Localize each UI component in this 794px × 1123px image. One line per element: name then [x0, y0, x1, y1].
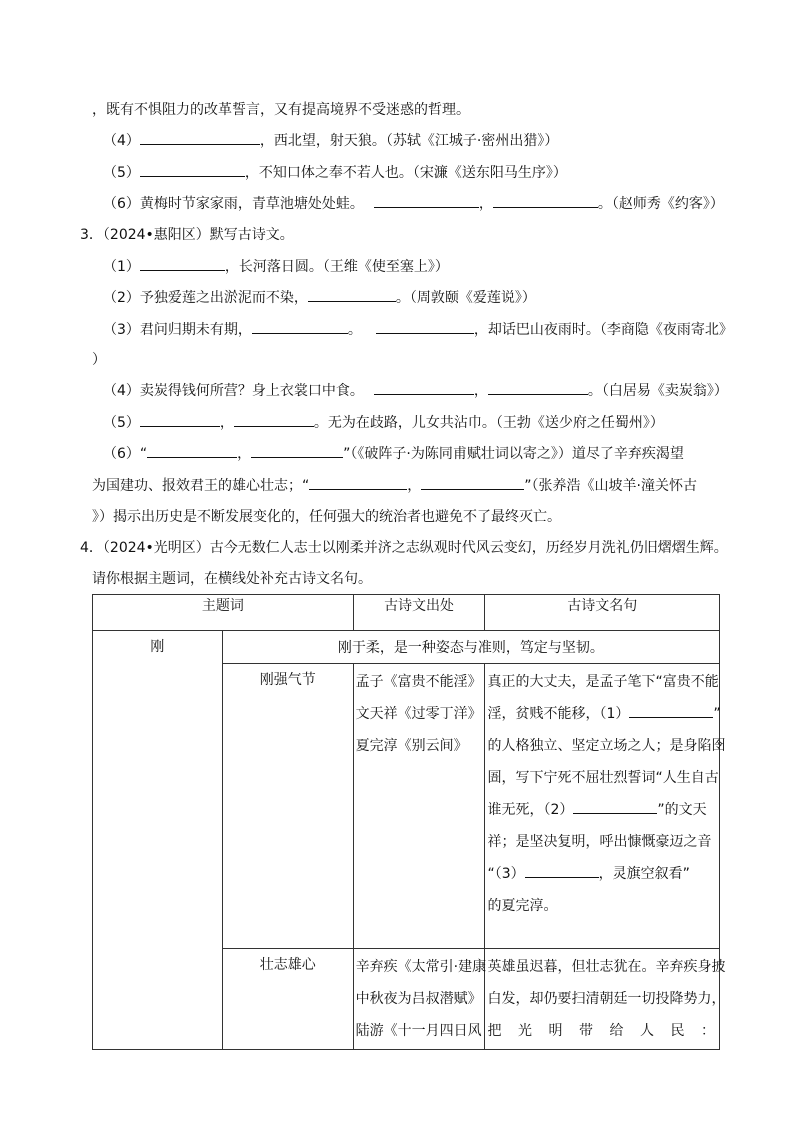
q3-item-5: [103, 413, 664, 433]
theme-cell: [93, 631, 223, 1050]
line-text: ”（张养浩《山坡羊·潼关怀古: [524, 478, 697, 494]
source-cell: [353, 664, 485, 949]
quote-char: 带: [578, 1023, 593, 1039]
q3-item-6: [103, 444, 684, 464]
line-text: 。: [347, 322, 362, 338]
item-number: （5）: [103, 165, 140, 181]
line-text: ，却话巴山夜雨时。（李商隐《夜雨寄北》: [473, 322, 733, 338]
line-text: （6）“: [103, 446, 148, 462]
answer-blank[interactable]: [488, 381, 588, 395]
subtheme-label: 刚强气节: [259, 672, 316, 688]
table-row: [93, 631, 720, 664]
line-text: ，长河落日圆。（王维《使至塞上》）: [224, 259, 449, 275]
line-text: （4）卖炭得钱何所营？身上衣裳口中食。: [103, 383, 364, 399]
quote-char: 光: [517, 1023, 532, 1039]
line-text: （3）君问归期未有期，: [103, 322, 252, 338]
answer-blank[interactable]: [140, 163, 245, 177]
table-header-row: [93, 595, 720, 631]
question-heading: 4．（2024•光明区）古今无数仁人志士以刚柔并济之志纵观时代风云变幻，历经岁月洗礼仍旧熠熠生辉。: [80, 540, 728, 556]
theme-word: 刚: [150, 639, 165, 655]
quote-line: 真正的大丈夫，是孟子笔下“富贵不能: [487, 674, 719, 690]
question-3-title: [80, 225, 294, 245]
quote-char: 明: [548, 1023, 563, 1039]
question-4-instruction: [92, 569, 372, 589]
text-line: [92, 100, 470, 120]
subtheme-cell: [222, 664, 353, 949]
line-text: ，既有不惧阻力的改革誓言，又有提高境界不受迷惑的哲理。: [92, 102, 470, 118]
line-text: 。（赵师秀《约客》）: [597, 196, 724, 212]
source-line: 夏完淳《别云间》: [355, 738, 468, 754]
answer-blank[interactable]: [308, 288, 396, 302]
question-4-title: [80, 538, 728, 558]
line-text: 。无为在歧路，儿女共沾巾。（王勃《送少府之任蜀州》）: [313, 415, 664, 431]
line-text: 为国建功、报效君王的雄心壮志；“: [92, 478, 310, 494]
quote-char: 人: [639, 1023, 654, 1039]
quote-text: ，灵旗空叙看”: [598, 866, 690, 882]
line-text: ，: [473, 383, 488, 399]
question-6-sub: [103, 194, 724, 214]
q3-item-3-cont: [92, 350, 106, 370]
answer-blank[interactable]: [140, 131, 260, 145]
quote-line: 的人格独立、坚定立场之人；是身陷囹: [487, 738, 726, 754]
line-text: ”（《破阵子·为陈同甫赋壮词以寄之》）道尽了辛弃疾渴望: [343, 446, 684, 462]
quote-text: 淫，贫贱不能移，（1）: [487, 706, 630, 722]
answer-blank[interactable]: [251, 444, 343, 458]
q3-item-3: [103, 320, 733, 340]
answer-blank[interactable]: [374, 194, 479, 208]
line-text: ，: [237, 446, 252, 462]
quote-line: [485, 696, 719, 732]
quote-line: [485, 1013, 719, 1049]
quote-line: 的夏完淳。: [487, 898, 558, 914]
answer-blank[interactable]: [252, 320, 348, 334]
line-text: ，: [478, 196, 493, 212]
item-number: （1）: [103, 259, 140, 275]
line-text: 》）揭示出历史是不断发展变化的，任何强大的统治者也避免不了最终灭亡。: [92, 509, 561, 525]
quote-char: ：: [700, 1023, 715, 1039]
line-text: ）: [92, 352, 106, 368]
answer-blank[interactable]: [147, 444, 237, 458]
quote-char: 民: [670, 1023, 685, 1039]
quote-cell: [485, 949, 726, 1050]
item-number: （4）: [103, 133, 140, 149]
q3-item-1: [103, 257, 449, 277]
answer-blank[interactable]: [493, 194, 598, 208]
header-theme: 主题词: [93, 595, 354, 631]
line-text: ，西北望，射天狼。（苏轼《江城子·密州出猎》）: [259, 133, 559, 149]
quote-text: “（3）: [487, 866, 525, 882]
source-line: 中秋夜为吕叔潜赋》: [355, 991, 482, 1007]
answer-blank[interactable]: [140, 257, 225, 271]
answer-blank[interactable]: [573, 800, 657, 814]
question-4-sub: [103, 131, 558, 151]
question-heading: 3．（2024•惠阳区）默写古诗文。: [80, 227, 294, 243]
quote-text: ”的文天: [657, 802, 707, 818]
quote-cell: [485, 664, 726, 949]
quote-char: 把: [487, 1023, 502, 1039]
question-5-sub: [103, 163, 567, 183]
answer-blank[interactable]: [376, 320, 474, 334]
quote-text: ”: [713, 706, 721, 722]
subtheme-cell: [222, 949, 353, 1050]
item-number: （5）: [103, 415, 140, 431]
poem-table: [92, 594, 726, 1050]
source-cell: [353, 949, 485, 1050]
source-line: 孟子《富贵不能淫》: [355, 674, 482, 690]
answer-blank[interactable]: [234, 413, 314, 427]
quote-line: [485, 856, 719, 892]
line-text: ，: [407, 478, 422, 494]
answer-blank[interactable]: [309, 476, 407, 490]
source-line: 辛弃疾《太常引·建康: [355, 959, 487, 975]
line-text: （2）予独爱莲之出淤泥而不染，: [103, 290, 308, 306]
line-text: 。（周敦颐《爱莲说》）: [395, 290, 536, 306]
theme-description: 刚于柔，是一种姿态与准则，笃定与坚韧。: [222, 631, 719, 664]
header-quote: 古诗文名句: [485, 595, 720, 631]
header-source: 古诗文出处: [353, 595, 485, 631]
quote-line: 白发，却仍要扫清朝廷一切投降势力，: [487, 991, 726, 1007]
answer-blank[interactable]: [140, 413, 220, 427]
line-text: （6）黄梅时节家家雨，青草池塘处处蛙。: [103, 196, 364, 212]
subtheme-label: 壮志雄心: [259, 957, 316, 973]
line-text: 请你根据主题词，在横线处补充古诗文名句。: [92, 571, 372, 587]
q3-item-6-cont2: [92, 507, 561, 527]
source-line: 陆游《十一月四日风: [355, 1023, 482, 1039]
quote-line: [485, 792, 719, 828]
q3-item-6-cont: [92, 476, 697, 496]
quote-line: 圄，写下宁死不屈壮烈誓词“人生自古: [487, 770, 719, 786]
quote-text: 谁无死，（2）: [487, 802, 574, 818]
q3-item-2: [103, 288, 536, 308]
quote-line: 英雄虽迟暮，但壮志犹在。辛弃疾身披: [487, 959, 726, 975]
answer-blank[interactable]: [629, 704, 713, 718]
answer-blank[interactable]: [525, 864, 599, 878]
quote-char: 给: [609, 1023, 624, 1039]
q3-item-4: [103, 381, 728, 401]
line-text: 。（白居易《卖炭翁》）: [587, 383, 728, 399]
answer-blank[interactable]: [374, 381, 474, 395]
answer-blank[interactable]: [421, 476, 524, 490]
line-text: ，: [219, 415, 234, 431]
line-text: ，不知口体之奉不若人也。（宋濂《送东阳马生序》）: [244, 165, 567, 181]
quote-line: 祥；是坚决复明，呼出慷慨豪迈之音: [487, 834, 712, 850]
source-line: 文天祥《过零丁洋》: [355, 706, 482, 722]
